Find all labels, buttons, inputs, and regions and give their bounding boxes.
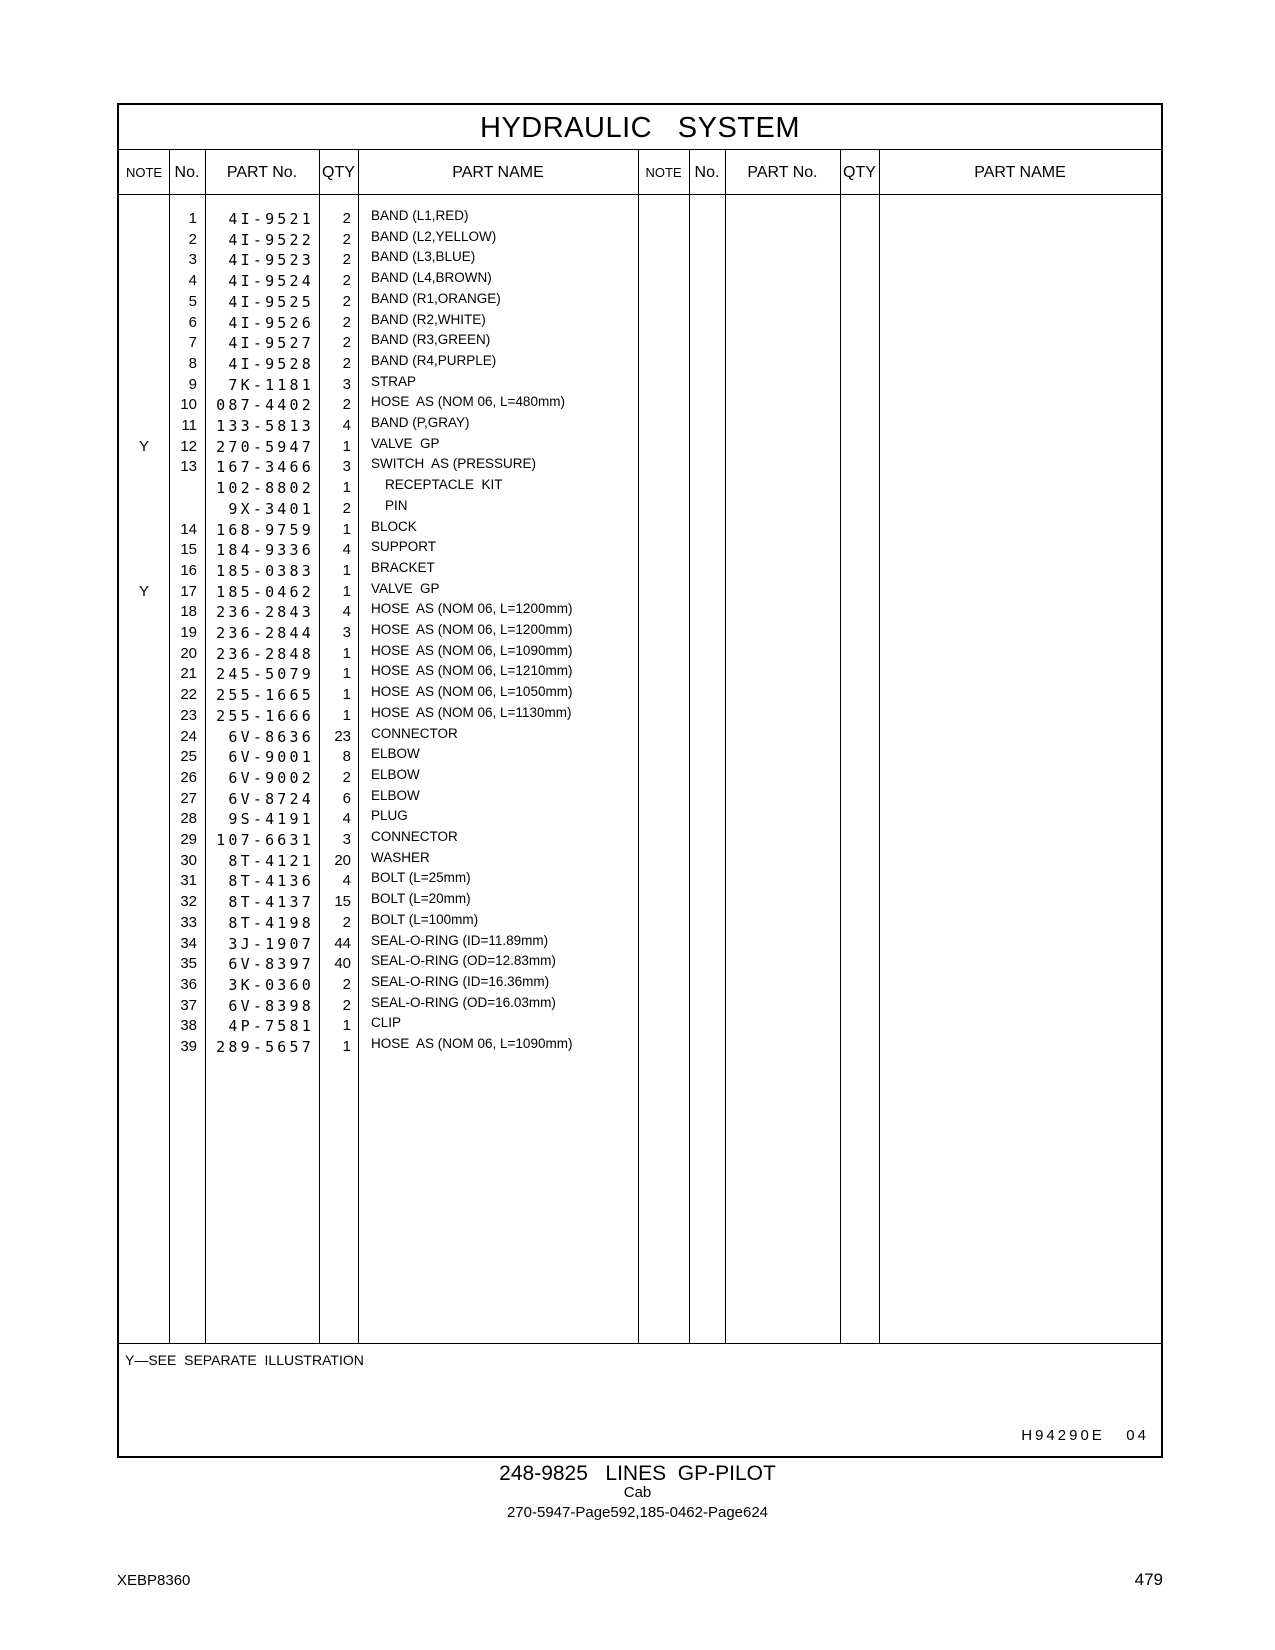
part-name-cell: ELBOW xyxy=(371,766,420,782)
item-number-cell: 16 xyxy=(180,561,197,579)
table-row xyxy=(119,436,1161,458)
quantity-cell: 2 xyxy=(342,334,351,352)
table-row xyxy=(119,498,1161,520)
part-number-cell: 107-6631 xyxy=(216,831,314,849)
item-number-cell: 5 xyxy=(188,292,197,310)
part-name-cell: PIN xyxy=(385,497,408,513)
part-number-cell: 6V-8724 xyxy=(228,789,314,808)
item-number-cell: 26 xyxy=(180,768,197,786)
table-row xyxy=(119,229,1161,251)
assembly-title: 248-9825 LINES GP-PILOT xyxy=(499,1462,776,1485)
quantity-cell: 1 xyxy=(342,706,351,724)
quantity-cell: 40 xyxy=(334,955,351,973)
quantity-cell: 2 xyxy=(342,396,351,414)
item-number-cell: 35 xyxy=(180,955,197,973)
part-name-cell: BAND (R2,WHITE) xyxy=(371,311,486,327)
part-number-cell: 6V-8398 xyxy=(228,996,314,1015)
part-number-cell: 4I-9524 xyxy=(228,272,314,291)
part-number-cell: 289-5657 xyxy=(216,1038,314,1056)
table-row xyxy=(119,705,1161,727)
item-number-cell: 37 xyxy=(180,996,197,1014)
quantity-cell: 2 xyxy=(342,251,351,269)
part-number-cell: 4I-9527 xyxy=(228,334,314,353)
item-number-cell: 39 xyxy=(180,1038,197,1055)
header-qty-left: QTY xyxy=(319,150,358,195)
part-number-cell: 167-3466 xyxy=(216,458,314,477)
quantity-cell: 4 xyxy=(342,810,351,828)
quantity-cell: 2 xyxy=(342,292,351,310)
note-cell: Y xyxy=(138,437,149,455)
part-name-cell: SWITCH AS (PRESSURE) xyxy=(371,456,537,472)
item-number-cell: 27 xyxy=(180,789,197,807)
quantity-cell: 4 xyxy=(342,872,351,890)
quantity-cell: 3 xyxy=(342,458,351,476)
drawing-code: H94290E 04 xyxy=(1021,1427,1149,1444)
table-row xyxy=(119,1015,1161,1037)
quantity-cell: 2 xyxy=(342,975,351,993)
item-number-cell: 33 xyxy=(180,913,197,931)
item-number-cell: 14 xyxy=(180,520,197,538)
quantity-cell: 4 xyxy=(342,541,351,559)
quantity-cell: 1 xyxy=(342,665,351,683)
quantity-cell: 1 xyxy=(342,644,351,662)
header-part-name-right: PART NAME xyxy=(879,150,1161,195)
part-name-cell: VALVE GP xyxy=(371,435,440,451)
table-row xyxy=(119,312,1161,334)
part-name-cell: BOLT (L=25mm) xyxy=(371,870,471,886)
part-name-cell: PLUG xyxy=(371,808,408,824)
item-number-cell: 23 xyxy=(180,706,197,724)
part-name-cell: BAND (R4,PURPLE) xyxy=(371,352,497,368)
item-number-cell: 8 xyxy=(188,354,197,372)
part-number-cell: 3J-1907 xyxy=(228,934,314,953)
quantity-cell: 4 xyxy=(342,417,351,434)
table-row xyxy=(119,456,1161,478)
quantity-cell: 3 xyxy=(342,624,351,641)
note-cell: Y xyxy=(138,582,149,600)
item-number-cell: 12 xyxy=(180,437,197,455)
part-number-cell: 4I-9522 xyxy=(228,230,314,249)
part-name-cell: HOSE AS (NOM 06, L=1050mm) xyxy=(371,684,573,700)
part-name-cell: BLOCK xyxy=(371,518,417,534)
table-row xyxy=(119,394,1161,416)
part-name-cell: CONNECTOR xyxy=(371,725,458,741)
part-number-cell: 168-9759 xyxy=(216,520,314,539)
table-row xyxy=(119,208,1161,230)
quantity-cell: 3 xyxy=(342,375,351,393)
item-number-cell: 30 xyxy=(180,851,197,869)
header-part-no-right: PART No. xyxy=(725,150,840,195)
table-row xyxy=(119,829,1161,851)
item-number-cell: 1 xyxy=(188,210,197,227)
quantity-cell: 1 xyxy=(342,479,351,497)
item-number-cell: 9 xyxy=(188,375,197,393)
table-row xyxy=(119,415,1161,437)
part-name-cell: STRAP xyxy=(371,373,417,389)
part-number-cell: 102-8802 xyxy=(216,479,314,498)
header-qty-right: QTY xyxy=(840,150,879,195)
quantity-cell: 1 xyxy=(342,561,351,579)
item-number-cell: 29 xyxy=(180,831,197,848)
table-row xyxy=(119,995,1161,1017)
item-number-cell: 13 xyxy=(180,458,197,476)
part-number-cell: 133-5813 xyxy=(216,417,314,435)
item-number-cell: 7 xyxy=(188,334,197,352)
part-name-cell: SEAL-O-RING (OD=12.83mm) xyxy=(371,953,556,969)
header-part-name-left: PART NAME xyxy=(358,150,638,195)
table-row xyxy=(119,663,1161,685)
part-number-cell: 3K-0360 xyxy=(228,975,314,994)
quantity-cell: 44 xyxy=(334,934,351,952)
part-number-cell: 185-0462 xyxy=(216,582,314,601)
item-number-cell: 10 xyxy=(180,396,197,414)
quantity-cell: 2 xyxy=(342,313,351,331)
part-number-cell: 9X-3401 xyxy=(228,499,314,518)
part-number-cell: 185-0383 xyxy=(216,561,314,580)
table-row xyxy=(119,767,1161,789)
part-name-cell: CONNECTOR xyxy=(371,829,458,844)
page-number: 479 xyxy=(1134,1570,1163,1589)
quantity-cell: 4 xyxy=(342,603,351,621)
footnote: Y—SEE SEPARATE ILLUSTRATION xyxy=(125,1352,364,1368)
quantity-cell: 2 xyxy=(342,210,351,227)
quantity-cell: 2 xyxy=(342,996,351,1014)
part-name-cell: BAND (L3,BLUE) xyxy=(371,249,476,265)
part-name-cell: SEAL-O-RING (ID=11.89mm) xyxy=(371,932,549,948)
quantity-cell: 1 xyxy=(342,1017,351,1035)
table-row xyxy=(119,581,1161,603)
part-name-cell: SUPPORT xyxy=(371,539,437,555)
table-row xyxy=(119,1036,1161,1058)
table-row xyxy=(119,684,1161,706)
table-row xyxy=(119,270,1161,292)
table-row xyxy=(119,539,1161,561)
part-number-cell: 236-2848 xyxy=(216,644,314,663)
table-row xyxy=(119,870,1161,892)
footnote-divider xyxy=(119,1343,1161,1344)
part-number-cell: 087-4402 xyxy=(216,396,314,415)
header-no-right: No. xyxy=(689,150,725,195)
item-number-cell: 31 xyxy=(180,872,197,890)
part-number-cell: 7K-1181 xyxy=(228,375,314,394)
part-name-cell: BRACKET xyxy=(371,559,435,575)
part-name-cell: BAND (R1,ORANGE) xyxy=(371,290,501,306)
quantity-cell: 8 xyxy=(342,748,351,766)
item-number-cell: 38 xyxy=(180,1017,197,1035)
part-number-cell: 255-1666 xyxy=(216,706,314,725)
parts-table-frame xyxy=(117,103,1163,1458)
table-row xyxy=(119,788,1161,810)
part-name-cell: BAND (P,GRAY) xyxy=(371,415,470,430)
table-row xyxy=(119,622,1161,644)
part-name-cell: RECEPTACLE KIT xyxy=(385,477,503,493)
part-name-cell: HOSE AS (NOM 06, L=1090mm) xyxy=(371,642,573,658)
part-number-cell: 6V-9001 xyxy=(228,748,314,767)
quantity-cell: 2 xyxy=(342,499,351,517)
part-number-cell: 270-5947 xyxy=(216,437,314,456)
item-number-cell: 15 xyxy=(180,541,197,559)
part-number-cell: 6V-8636 xyxy=(228,727,314,746)
quantity-cell: 1 xyxy=(342,686,351,704)
table-row xyxy=(119,912,1161,934)
part-name-cell: HOSE AS (NOM 06, L=1210mm) xyxy=(371,663,573,679)
part-number-cell: 6V-9002 xyxy=(228,768,314,787)
part-number-cell: 4I-9526 xyxy=(228,313,314,332)
quantity-cell: 1 xyxy=(342,520,351,538)
part-name-cell: ELBOW xyxy=(371,746,420,762)
part-number-cell: 4I-9525 xyxy=(228,292,314,311)
part-name-cell: BOLT (L=20mm) xyxy=(371,891,471,907)
assembly-page-refs: 270-5947-Page592,185-0462-Page624 xyxy=(506,1504,769,1521)
quantity-cell: 1 xyxy=(342,1038,351,1055)
header-note-right: NOTE xyxy=(638,150,689,195)
table-row xyxy=(119,850,1161,872)
table-row xyxy=(119,953,1161,975)
part-name-cell: WASHER xyxy=(371,849,430,865)
table-row xyxy=(119,332,1161,354)
table-row xyxy=(119,249,1161,271)
item-number-cell: 34 xyxy=(180,934,197,952)
part-number-cell: 236-2844 xyxy=(216,624,314,642)
item-number-cell: 20 xyxy=(180,644,197,662)
table-row xyxy=(119,974,1161,996)
part-number-cell: 4I-9521 xyxy=(228,210,314,228)
table-row xyxy=(119,601,1161,623)
quantity-cell: 23 xyxy=(334,727,351,745)
table-row xyxy=(119,891,1161,913)
part-name-cell: SEAL-O-RING (OD=16.03mm) xyxy=(371,994,556,1010)
item-number-cell: 2 xyxy=(188,230,197,248)
quantity-cell: 2 xyxy=(342,230,351,248)
quantity-cell: 3 xyxy=(342,831,351,848)
assembly-subtitle: Cab xyxy=(623,1484,652,1501)
table-row xyxy=(119,933,1161,955)
quantity-cell: 2 xyxy=(342,913,351,931)
table-row xyxy=(119,519,1161,541)
part-number-cell: 8T-4121 xyxy=(228,851,314,870)
item-number-cell: 21 xyxy=(180,665,197,683)
quantity-cell: 6 xyxy=(342,789,351,807)
item-number-cell: 25 xyxy=(180,748,197,766)
part-number-cell: 245-5079 xyxy=(216,665,314,684)
part-name-cell: BOLT (L=100mm) xyxy=(371,911,479,927)
part-name-cell: HOSE AS (NOM 06, L=1130mm) xyxy=(371,704,572,720)
quantity-cell: 1 xyxy=(342,582,351,600)
item-number-cell: 28 xyxy=(180,810,197,828)
item-number-cell: 3 xyxy=(188,251,197,269)
table-row xyxy=(119,560,1161,582)
quantity-cell: 15 xyxy=(334,893,351,911)
part-name-cell: SEAL-O-RING (ID=16.36mm) xyxy=(371,973,550,989)
item-number-cell: 24 xyxy=(180,727,197,745)
item-number-cell: 36 xyxy=(180,975,197,993)
header-part-no-left: PART No. xyxy=(205,150,319,195)
item-number-cell: 22 xyxy=(180,686,197,704)
quantity-cell: 2 xyxy=(342,354,351,372)
part-name-cell: CLIP xyxy=(371,1015,402,1031)
part-number-cell: 8T-4198 xyxy=(228,913,314,932)
part-number-cell: 4I-9528 xyxy=(228,354,314,373)
table-row xyxy=(119,353,1161,375)
part-name-cell: BAND (L4,BROWN) xyxy=(371,270,492,286)
quantity-cell: 20 xyxy=(334,851,351,869)
header-no-left: No. xyxy=(169,150,205,195)
table-row xyxy=(119,643,1161,665)
part-number-cell: 4P-7581 xyxy=(228,1017,314,1036)
part-name-cell: VALVE GP xyxy=(371,580,440,596)
part-name-cell: ELBOW xyxy=(371,787,420,803)
item-number-cell: 11 xyxy=(181,417,197,434)
item-number-cell: 19 xyxy=(180,624,197,641)
part-number-cell: 4I-9523 xyxy=(228,251,314,270)
part-number-cell: 8T-4137 xyxy=(228,893,314,912)
item-number-cell: 17 xyxy=(180,582,197,600)
part-number-cell: 184-9336 xyxy=(216,541,314,560)
document-id: XEBP8360 xyxy=(117,1572,191,1589)
part-name-cell: HOSE AS (NOM 06, L=1090mm) xyxy=(371,1036,573,1051)
quantity-cell: 2 xyxy=(342,768,351,786)
item-number-cell: 32 xyxy=(180,893,197,911)
table-row xyxy=(119,808,1161,830)
part-number-cell: 8T-4136 xyxy=(228,872,314,891)
page-title: HYDRAULIC SYSTEM xyxy=(119,105,1161,150)
part-name-cell: HOSE AS (NOM 06, L=1200mm) xyxy=(371,622,573,637)
part-number-cell: 9S-4191 xyxy=(228,810,314,829)
part-name-cell: HOSE AS (NOM 06, L=1200mm) xyxy=(371,601,573,617)
part-number-cell: 255-1665 xyxy=(216,686,314,705)
part-number-cell: 236-2843 xyxy=(216,603,314,622)
item-number-cell: 18 xyxy=(180,603,197,621)
table-row xyxy=(119,477,1161,499)
table-row xyxy=(119,291,1161,313)
table-row xyxy=(119,726,1161,748)
quantity-cell: 1 xyxy=(342,437,351,455)
part-name-cell: BAND (L2,YELLOW) xyxy=(371,228,497,244)
quantity-cell: 2 xyxy=(342,272,351,290)
part-name-cell: BAND (R3,GREEN) xyxy=(371,332,491,348)
item-number-cell: 4 xyxy=(188,272,197,290)
table-row xyxy=(119,374,1161,396)
item-number-cell: 6 xyxy=(188,313,197,331)
header-note-left: NOTE xyxy=(119,150,169,195)
part-name-cell: HOSE AS (NOM 06, L=480mm) xyxy=(371,394,565,410)
part-number-cell: 6V-8397 xyxy=(228,955,314,974)
table-row xyxy=(119,746,1161,768)
part-name-cell: BAND (L1,RED) xyxy=(371,208,469,223)
